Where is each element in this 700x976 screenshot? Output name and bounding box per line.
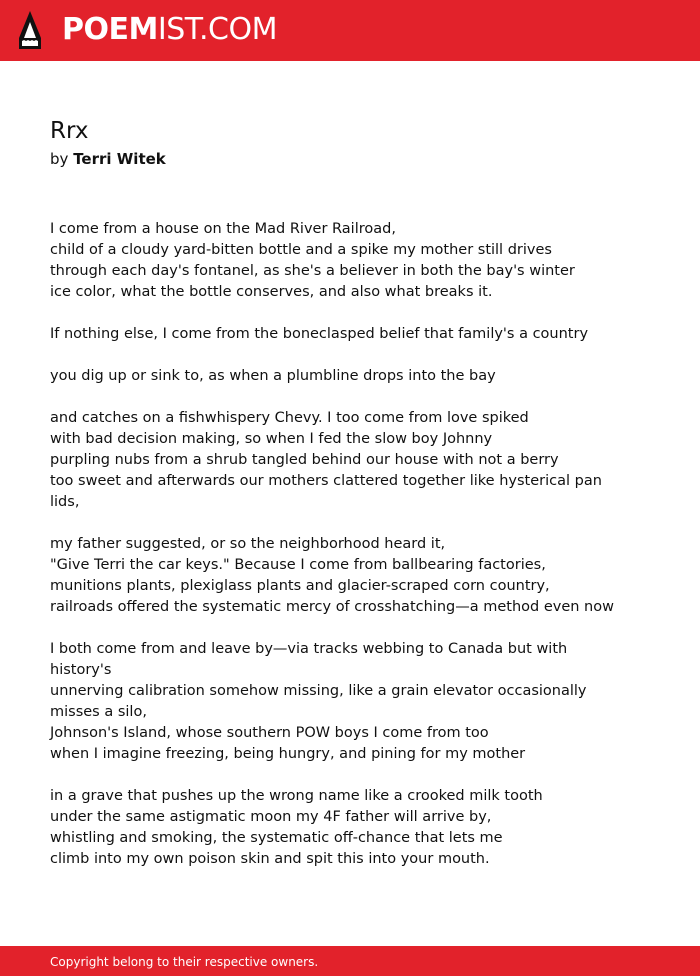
poem-line: my father suggested, or so the neighborhood heard it, xyxy=(50,536,446,552)
poem-line: in a grave that pushes up the wrong name like a crooked milk tooth xyxy=(50,788,543,804)
poem-line: too sweet and afterwards our mothers clattered together like hysterical pan xyxy=(50,473,602,489)
poem-line: purpling nubs from a shrub tangled behind our house with not a berry xyxy=(50,452,559,468)
poem-line: "Give Terri the car keys." Because I come from ballbearing factories, xyxy=(50,557,546,573)
poem-line: munitions plants, plexiglass plants and glacier-scraped corn country, xyxy=(50,578,550,594)
poem-line: with bad decision making, so when I fed the slow boy Johnny xyxy=(50,431,493,447)
poem-line xyxy=(50,387,650,408)
poem-line: lids, xyxy=(50,494,80,510)
poem-line: railroads offered the systematic mercy of crosshatching—a method even now xyxy=(50,599,614,615)
poem-line: and catches on a fishwhispery Chevy. I too come from love spiked xyxy=(50,410,529,426)
by-label: by xyxy=(50,150,69,168)
site-footer xyxy=(0,946,700,976)
footer-copyright: Copyright belong to their respective owners. xyxy=(50,955,319,969)
poem-line: child of a cloudy yard-bitten bottle and a spike my mother still drives xyxy=(50,242,552,258)
poem-line: ice color, what the bottle conserves, and also what breaks it. xyxy=(50,284,493,300)
poem-line: I come from a house on the Mad River Railroad, xyxy=(50,221,396,237)
poem-line: If nothing else, I come from the boneclasped belief that family's a country xyxy=(50,326,589,342)
poem-line: under the same astigmatic moon my 4F father will arrive by, xyxy=(50,809,492,825)
poem-line xyxy=(50,513,650,534)
author-name: Terri Witek xyxy=(73,150,166,168)
site-logo[interactable] xyxy=(62,12,277,48)
byline xyxy=(50,149,166,169)
poem-line: misses a silo, xyxy=(50,704,147,720)
poem-line: whistling and smoking, the systematic off-chance that lets me xyxy=(50,830,503,846)
pencil-tip-icon[interactable] xyxy=(18,10,42,50)
site-header xyxy=(0,0,700,61)
poem-line xyxy=(50,303,650,324)
poem-line xyxy=(50,765,650,786)
poem-line: through each day's fontanel, as she's a believer in both the bay's winter xyxy=(50,263,575,279)
poem-line: when I imagine freezing, being hungry, and pining for my mother xyxy=(50,746,526,762)
poem-line: climb into my own poison skin and spit this into your mouth. xyxy=(50,851,490,867)
poem-line xyxy=(50,345,650,366)
poem-line: history's xyxy=(50,662,112,678)
poem-line: I both come from and leave by—via tracks webbing to Canada but with xyxy=(50,641,568,657)
poem-line: you dig up or sink to, as when a plumbline drops into the bay xyxy=(50,368,496,384)
poem-line xyxy=(50,618,650,639)
logo-strong-text: POEM xyxy=(62,12,158,47)
poem-line: unnerving calibration somehow missing, like a grain elevator occasionally xyxy=(50,683,587,699)
poem-body xyxy=(50,219,650,870)
poem-line: Johnson's Island, whose southern POW boys I come from too xyxy=(50,725,489,741)
poem-title: Rrx xyxy=(50,118,89,144)
logo-light-text: IST.COM xyxy=(157,12,277,47)
